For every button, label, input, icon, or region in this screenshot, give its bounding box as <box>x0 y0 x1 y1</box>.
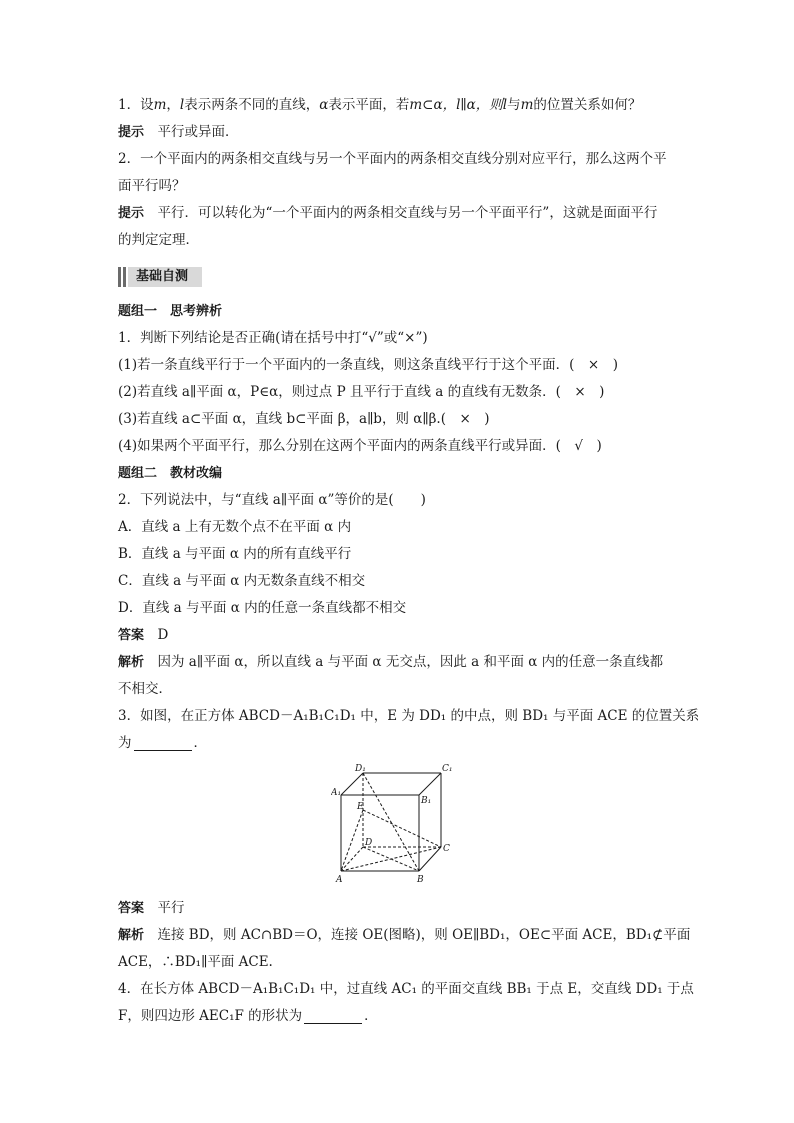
problem-3-line-1: 3．如图，在正方体 ABCD－A₁B₁C₁D₁ 中，E 为 DD₁ 的中点，则 BD₁ 与平面 ACE 的位置关系 <box>118 708 700 724</box>
problem-1-item: (3)若直线 a⊂平面 α，直线 b⊂平面 β，a∥b，则 α∥β.( × ) <box>118 411 490 427</box>
problem-2-option: A．直线 a 上有无数个点不在平面 α 内 <box>118 519 352 535</box>
edge-d1a1 <box>341 773 363 795</box>
answer-label: 答案 <box>118 901 145 916</box>
problem-2-option: C．直线 a 与平面 α 内无数条直线不相交 <box>118 573 366 589</box>
problem-2-analysis-line-2: 不相交． <box>118 681 172 697</box>
edge-c1b1 <box>419 773 441 795</box>
label-c1: C₁ <box>442 764 453 774</box>
section-title: 基础自测 <box>128 267 202 287</box>
problem-1-stem: 1．判断下列结论是否正确(请在括号中打“√”或“×”) <box>118 330 428 346</box>
label-d1: D₁ <box>355 764 366 774</box>
label-b: B <box>417 875 424 885</box>
problem-2-answer: 答案 D <box>118 627 169 643</box>
problem-1-item: (1)若一条直线平行于一个平面内的一条直线，则这条直线平行于这个平面．( × ) <box>118 357 618 373</box>
label-e: E <box>357 802 364 812</box>
edge-cb <box>419 847 441 871</box>
problem-1-item: (2)若直线 a∥平面 α，P∈α，则过点 P 且平行于直线 a 的直线有无数条．( × ) <box>118 384 605 400</box>
question-2-line-2: 面平行吗？ <box>118 178 186 194</box>
hint-label: 提示 <box>118 206 145 221</box>
analysis-label: 解析 <box>118 655 145 670</box>
problem-2-option: B．直线 a 与平面 α 内的所有直线平行 <box>118 546 352 562</box>
problem-2-stem: 2．下列说法中，与“直线 a∥平面 α”等价的是( ) <box>118 492 426 508</box>
answer-blank <box>134 736 192 751</box>
problem-4-line-1: 4．在长方体 ABCD－A₁B₁C₁D₁ 中，过直线 AC₁ 的平面交直线 BB₁ 于点 E，交直线 DD₁ 于点 <box>118 981 694 997</box>
section-header <box>118 264 684 290</box>
problem-1-item: (4)如果两个平面平行，那么分别在这两个平面内的两条直线平行或异面．( √ ) <box>118 438 602 454</box>
edge-da <box>341 847 363 871</box>
problem-3-line-2: 为 ． <box>118 735 207 751</box>
problem-3-analysis-line-2: ACE，∴BD₁∥平面 ACE. <box>118 954 273 970</box>
cube-figure <box>118 763 684 891</box>
answer-blank <box>304 1009 362 1024</box>
hint-2-line-2: 的判定定理． <box>118 232 199 248</box>
problem-3-answer: 答案 平行 <box>118 900 185 916</box>
analysis-label: 解析 <box>118 928 145 943</box>
label-b1: B₁ <box>421 796 432 806</box>
label-a1: A₁ <box>331 788 342 798</box>
answer-label: 答案 <box>118 628 145 643</box>
hint-label: 提示 <box>118 125 145 140</box>
document-page <box>118 92 700 1030</box>
cube-diagram <box>331 763 471 887</box>
segment-ea <box>341 810 363 871</box>
label-a: A <box>336 875 343 885</box>
segment-bd1 <box>363 773 419 871</box>
segment-ec <box>363 810 441 847</box>
group-2-title: 题组二 教材改编 <box>118 466 223 481</box>
hint-1: 提示 平行或异面． <box>118 124 239 140</box>
question-1: 1．设 m ， l 表示两条不同的直线， α 表示平面，若 m⊂α，l∥α，则 l 与 m 的位置关系如何？ <box>118 97 642 113</box>
label-d: D <box>365 838 373 848</box>
problem-2-analysis-line-1: 解析 因为 a∥平面 α，所以直线 a 与平面 α 无交点，因此 a 和平面 α 内的任意一条直线都 <box>118 654 664 670</box>
question-2-line-1: 2．一个平面内的两条相交直线与另一个平面内的两条相交直线分别对应平行，那么这两个平 <box>118 151 667 167</box>
hint-2-line-1: 提示 平行．可以转化为“一个平面内的两条相交直线与另一个平面平行”，这就是面面平行 <box>118 205 658 221</box>
segment-db <box>363 847 419 871</box>
label-c: C <box>443 844 450 854</box>
group-1-title: 题组一 思考辨析 <box>118 304 223 319</box>
section-bars-icon <box>118 267 128 287</box>
problem-4-line-2: F，则四边形 AEC₁F 的形状为 ． <box>118 1008 378 1024</box>
problem-3-analysis-line-1: 解析 连接 BD，则 AC∩BD＝O，连接 OE(图略)，则 OE∥BD₁，OE⊂平面 ACE，BD₁⊄平面 <box>118 927 691 943</box>
problem-2-option: D．直线 a 与平面 α 内的任意一条直线都不相交 <box>118 600 407 616</box>
